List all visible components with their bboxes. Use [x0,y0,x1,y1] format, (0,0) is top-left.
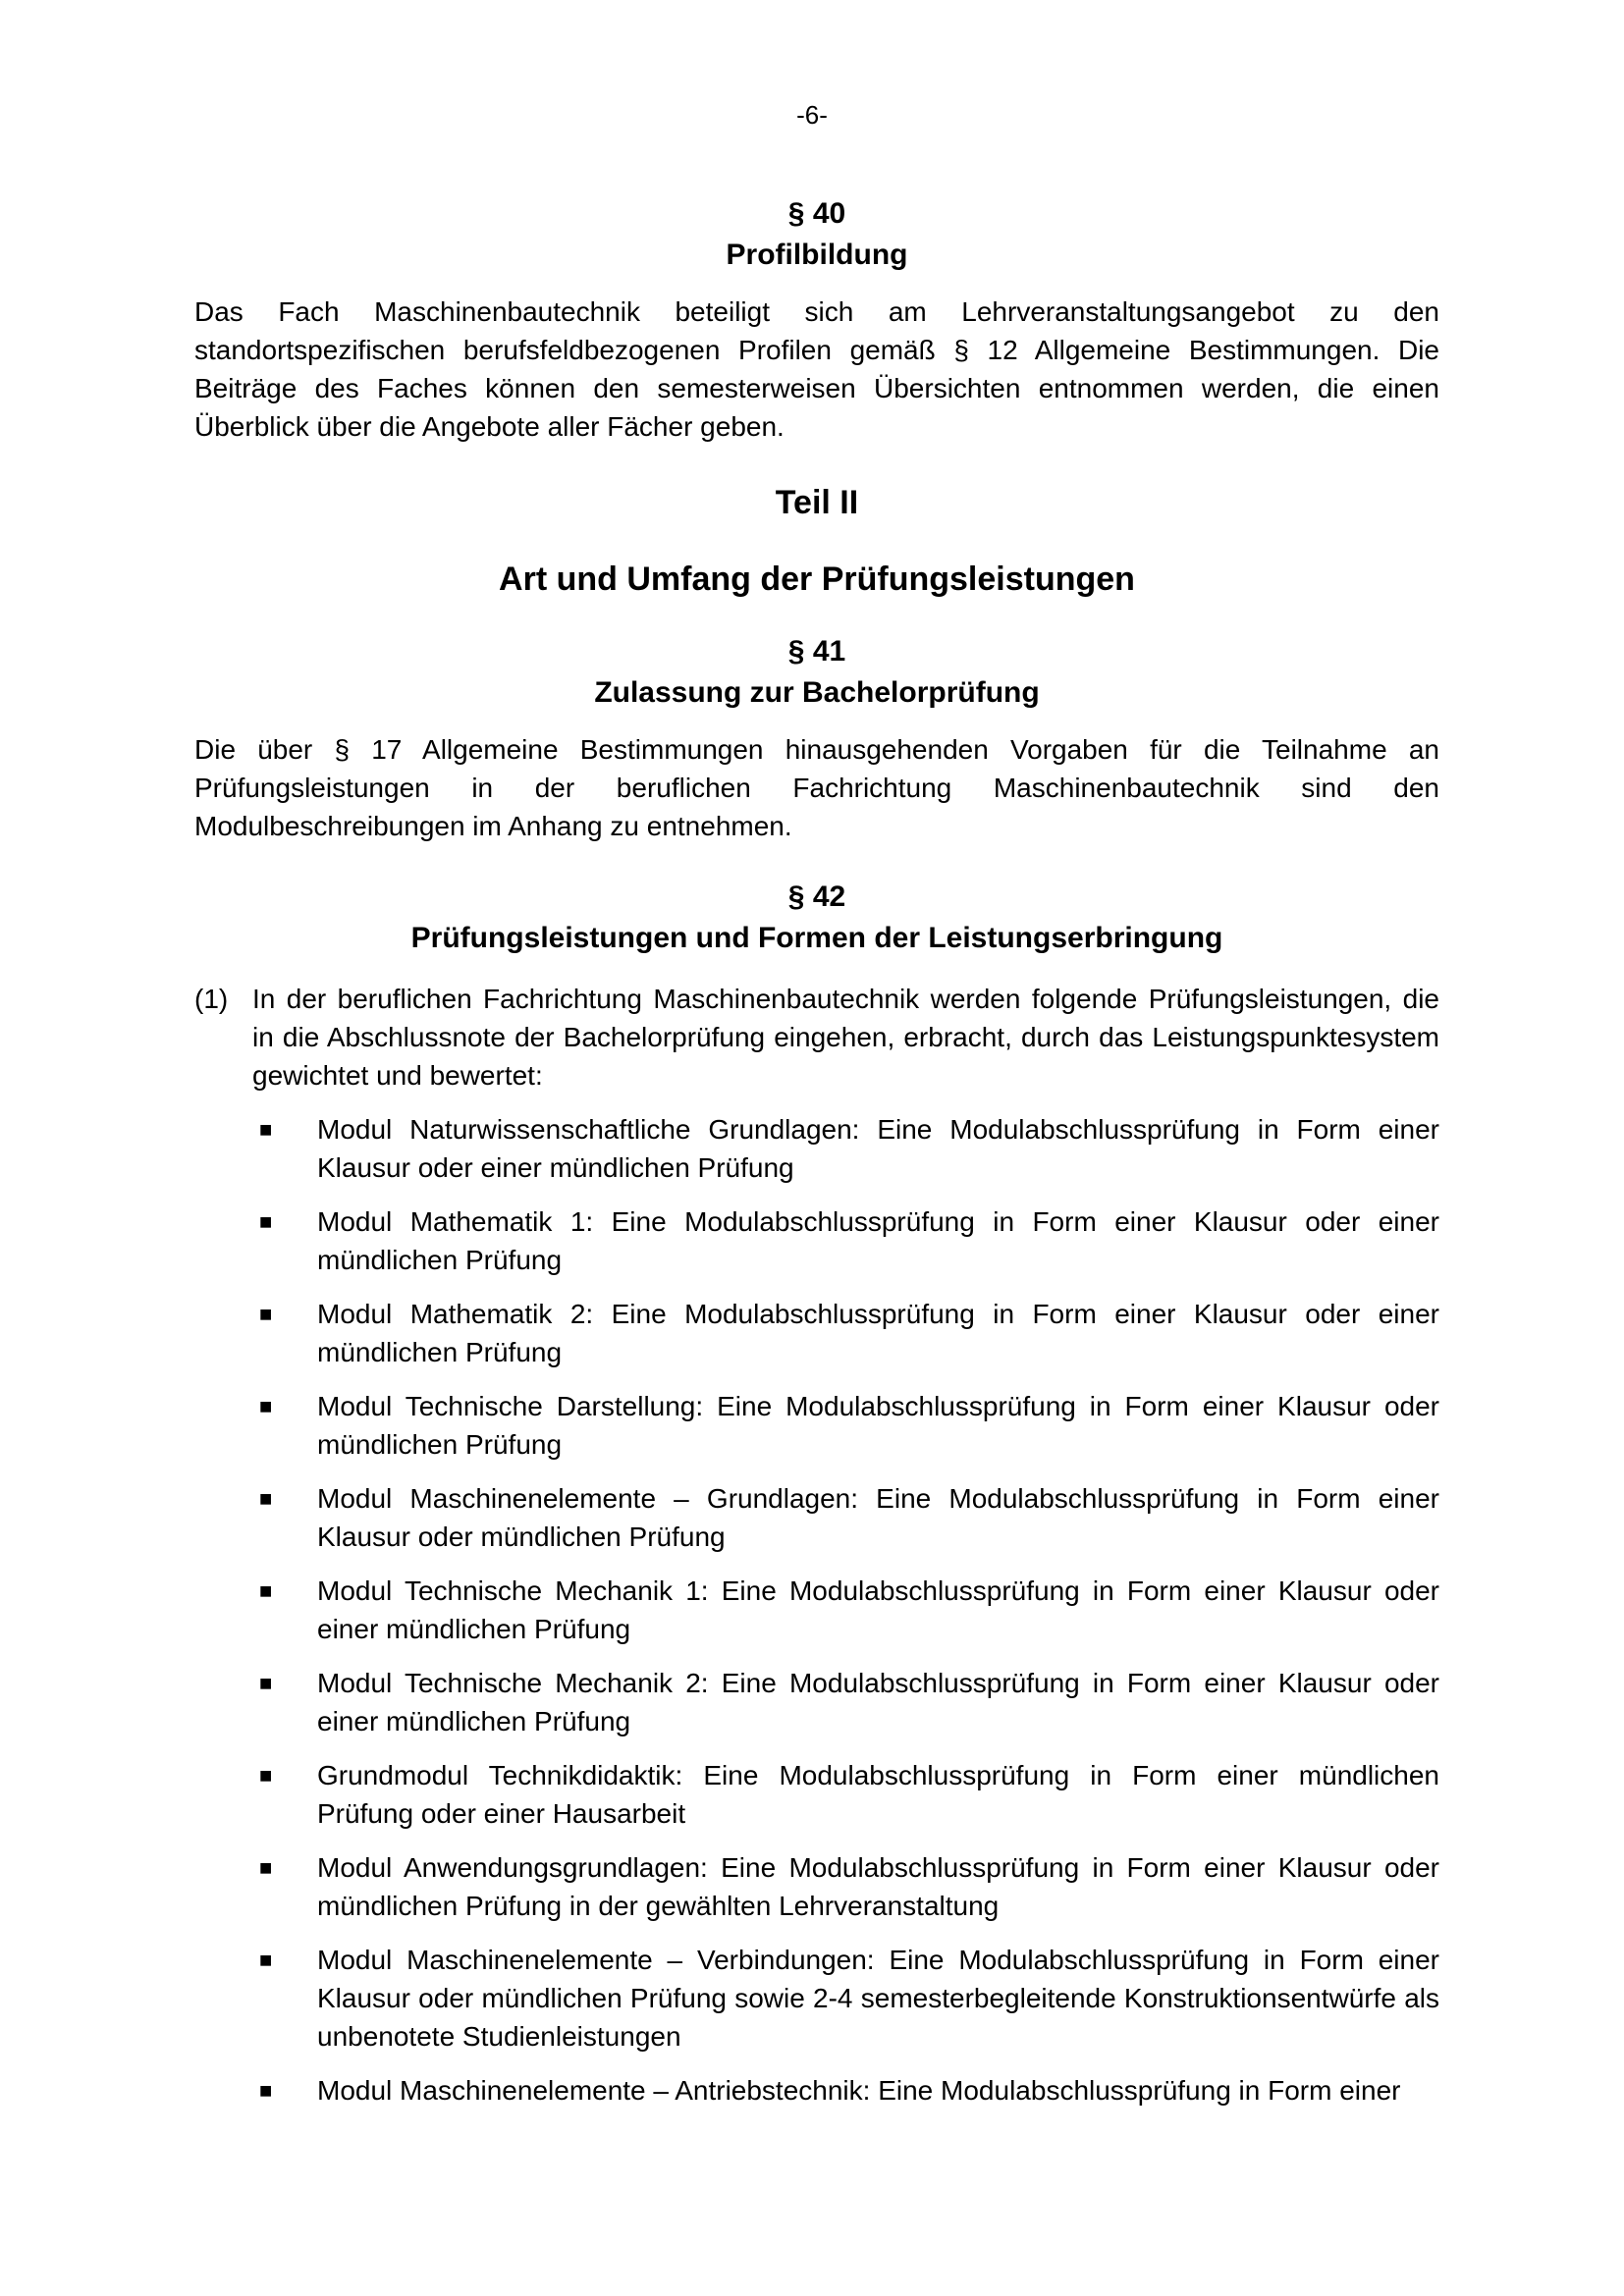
part-title: Art und Umfang der Prüfungsleistungen [499,561,1135,598]
exam-module-list-item [194,1110,1439,1187]
bullet-square-icon: ■ [259,1855,273,1880]
exam-module-list-item [194,1202,1439,1279]
exam-module-list-item [194,1848,1439,1925]
exam-module-list-item [194,1572,1439,1648]
bullet-square-icon: ■ [259,1486,273,1511]
exam-module-text: Modul Maschinenelemente – Verbindungen: Eine Modulabschlussprüfung in Form einer Klausur oder mündlichen Prüfung sowie 2-4 semesterbegleitende Konstruktionsentwürfe als unbenotete Studienleistungen [317,1945,1439,2052]
section-42-title: Prüfungsleistungen und Formen der Leistungserbringung [410,922,1223,954]
bullet-square-icon: ■ [259,1671,273,1695]
exam-module-list-item [194,1295,1439,1371]
exam-module-list-item [194,1664,1439,1740]
exam-module-list [252,1110,1439,2109]
bullet-square-icon: ■ [259,1302,273,1326]
numbered-item-1 [194,980,1439,2109]
bullet-square-icon: ■ [259,1578,273,1603]
section-40-text: Das Fach Maschinenbautechnik beteiligt sich am Lehrveranstaltungsangebot zu den standortspezifischen berufsfeldbezogenen Profilen gemäß § 12 Allgemeine Bestimmungen. Die Beiträge des Faches können den semesterweisen Übersichten entnommen werden, die einen Überblick über die Angebote aller Fächer geben. [194,296,1439,442]
exam-module-text: Modul Technische Darstellung: Eine Modulabschlussprüfung in Form einer Klausur oder mündlichen Prüfung [317,1391,1439,1460]
exam-module-text: Grundmodul Technikdidaktik: Eine Modulabschlussprüfung in Form einer mündlichen Prüfung oder einer Hausarbeit [317,1760,1439,1829]
exam-module-text: Modul Naturwissenschaftliche Grundlagen: Eine Modulabschlussprüfung in Form einer Klausur oder einer mündlichen Prüfung [317,1114,1439,1183]
exam-module-text: Modul Anwendungsgrundlagen: Eine Modulabschlussprüfung in Form einer Klausur oder mündlichen Prüfung in der gewählten Lehrveranstaltung [317,1852,1439,1921]
bullet-square-icon: ■ [259,1948,273,1972]
bullet-square-icon: ■ [259,2078,273,2103]
exam-module-list-item [194,1479,1439,1556]
section-42-number: § 42 [787,881,846,913]
exam-module-text: Modul Mathematik 2: Eine Modulabschlussprüfung in Form einer Klausur oder einer mündlichen Prüfung [317,1299,1439,1367]
section-40-title: Profilbildung [726,239,908,271]
numbered-item-label: (1) [194,984,229,1014]
exam-module-list-item [194,1756,1439,1833]
section-41-title: Zulassung zur Bachelorprüfung [594,676,1040,709]
exam-module-text: Modul Mathematik 1: Eine Modulabschlussprüfung in Form einer Klausur oder einer mündlichen Prüfung [317,1206,1439,1275]
part-label: Teil II [775,484,859,521]
section-42-body [194,980,1439,2109]
exam-module-list-item [194,1387,1439,1464]
bullet-square-icon: ■ [259,1209,273,1234]
section-40-number: § 40 [787,197,846,230]
bullet-square-icon: ■ [259,1394,273,1418]
section-41-number: § 41 [787,635,846,667]
exam-module-text: Modul Maschinenelemente – Grundlagen: Eine Modulabschlussprüfung in Form einer Klausur oder mündlichen Prüfung [317,1483,1439,1552]
exam-module-text: Modul Technische Mechanik 1: Eine Modulabschlussprüfung in Form einer Klausur oder einer mündlichen Prüfung [317,1575,1439,1644]
numbered-item-text: In der beruflichen Fachrichtung Maschinenbautechnik werden folgende Prüfungsleistungen, die in die Abschlussnote der Bachelorprüfung eingehen, erbracht, durch das Leistungspunktesystem gewichtet und bewertet: ■ Modul Naturwissenschaftliche Grundlagen: Eine Modulabschlussprüfung in Form einer Klausur oder einer mündlichen Prüfung ■ Modul Mathematik 1: Eine Modulabschlussprüfung in Form einer Klausur oder einer mündlichen Prüfung ■ Modul Mathematik 2: Eine Modulabschlussprüfung in Form einer Klausur oder einer mündlichen Prüfung ■ Modul Technische Darstellung: Eine Modulabschlussprüfung in Form einer Klausur oder mündlichen Prüfung ■ Modul Maschinenelemente – Grundlagen: Eine Modulabschlussprüfung in Form einer Klausur oder mündlichen Prüfung ■ Modul Technische Mechanik 1: Eine Modulabschlussprüfung in Form einer Klausur oder einer mündlichen Prüfung ■ Modul Technische Mechanik 2: Eine Modulabschlussprüfung in Form einer Klausur oder einer mündlichen Prüfung ■ Grundmodul Technikdidaktik: Eine Modulabschlussprüfung in Form einer mündlichen Prüfung oder einer Hausarbeit ■ Modul Anwendungsgrundlagen: Eine Modulabschlussprüfung in Form einer Klausur oder mündlichen Prüfung in der gewählten Lehrveranstaltung ■ Modul Maschinenelemente – Verbindungen: Eine Modulabschlussprüfung in Form einer Klausur oder mündlichen Prüfung sowie 2-4 semesterbegleitende Konstruktionsentwürfe als unbenotete Studienleistungen ■ Modul Maschinenelemente – Antriebstechnik: Eine Modulabschlussprüfung in Form einer [252,980,1439,2109]
bullet-square-icon: ■ [259,1117,273,1142]
exam-module-list-item [194,1941,1439,2056]
section-41-text: Die über § 17 Allgemeine Bestimmungen hinausgehenden Vorgaben für die Teilnahme an Prüfungsleistungen in der beruflichen Fachrichtung Maschinenbautechnik sind den Modulbeschreibungen im Anhang zu entnehmen. [194,734,1439,841]
exam-module-list-item [194,2071,1439,2109]
exam-module-text: Modul Technische Mechanik 2: Eine Modulabschlussprüfung in Form einer Klausur oder einer mündlichen Prüfung [317,1668,1439,1736]
bullet-square-icon: ■ [259,1763,273,1788]
page-number: -6- [796,100,828,130]
exam-module-text: Modul Maschinenelemente – Antriebstechnik: Eine Modulabschlussprüfung in Form einer [317,2075,1401,2106]
